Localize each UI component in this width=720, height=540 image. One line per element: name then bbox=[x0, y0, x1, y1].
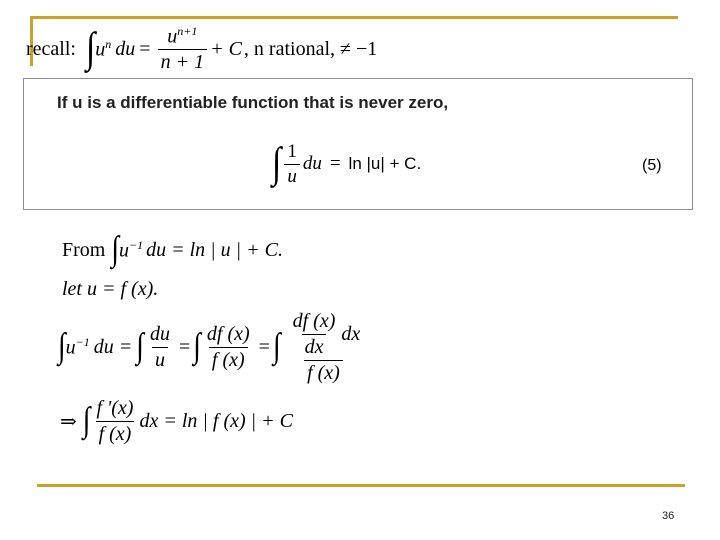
recall-condition: , n rational, ≠ −1 bbox=[243, 37, 378, 60]
theorem-result: ln |u| + C. bbox=[348, 154, 422, 173]
equation-number: (5) bbox=[642, 157, 662, 174]
derivation-line-4 bbox=[60, 394, 293, 448]
integral-sign: ∫ bbox=[111, 230, 120, 269]
integral-sign: ∫ bbox=[58, 327, 66, 366]
theorem-formula bbox=[272, 137, 421, 191]
recall-integrand: $u^n$ bbox=[95, 36, 112, 61]
recall-formula bbox=[26, 22, 377, 76]
from-label: From bbox=[62, 238, 106, 261]
derivation-line-1 bbox=[62, 228, 283, 272]
line1-integrand: $u^{-1}$ bbox=[119, 237, 144, 262]
derivation-line-3 bbox=[58, 308, 366, 386]
line3-lhs: $u^{-1}$ bbox=[65, 334, 90, 359]
line4-rest: dx = ln | f (x) | + C bbox=[139, 409, 293, 432]
top-rule bbox=[30, 16, 678, 19]
recall-plus-c: + C bbox=[210, 37, 242, 60]
integral-sign: ∫ bbox=[272, 140, 282, 187]
line3-inner-fraction: $\frac{df (x)}{dx}$ bbox=[292, 309, 336, 358]
recall-fraction: $\frac{u^{n+1}}{n + 1}$ bbox=[158, 24, 208, 75]
recall-equals: = bbox=[139, 37, 151, 60]
theorem-fraction: $\frac{1}{u}$ bbox=[284, 141, 300, 188]
line3-fraction-2: $\frac{df (x)}{f (x)}$ bbox=[206, 322, 250, 371]
theorem-box bbox=[23, 78, 693, 210]
theorem-equals: = bbox=[329, 153, 341, 174]
line4-fraction: $\frac{f '(x)}{f (x)}$ bbox=[96, 396, 134, 445]
integral-sign: ∫ bbox=[82, 401, 91, 440]
line3-fraction-1: $\frac{du}{u}$ bbox=[149, 322, 170, 371]
recall-du: du bbox=[115, 37, 136, 60]
integral-sign: ∫ bbox=[136, 327, 144, 366]
theorem-statement: If u is a differentiable function that is never zero, bbox=[57, 93, 449, 112]
derivation-line-2: let u = f (x). bbox=[62, 278, 159, 300]
line3-lhs-du: du = bbox=[93, 335, 133, 358]
bottom-rule bbox=[37, 484, 685, 487]
theorem-du: du bbox=[302, 153, 322, 174]
recall-label: recall: bbox=[26, 37, 76, 60]
integral-sign: ∫ bbox=[193, 327, 201, 366]
integral-sign: ∫ bbox=[85, 25, 96, 72]
page-number: 36 bbox=[662, 510, 675, 522]
implies-arrow: ⇒ bbox=[60, 410, 77, 433]
line3-fraction-3: $\frac{df (x)}{dx}$ dx f (x) bbox=[284, 310, 364, 385]
line3-dx: dx bbox=[341, 322, 361, 345]
integral-sign: ∫ bbox=[272, 327, 281, 366]
line3-equals-1: = bbox=[178, 335, 191, 358]
line1-rest: du = ln | u | + C. bbox=[146, 238, 284, 261]
line3-equals-2: = bbox=[258, 335, 270, 358]
